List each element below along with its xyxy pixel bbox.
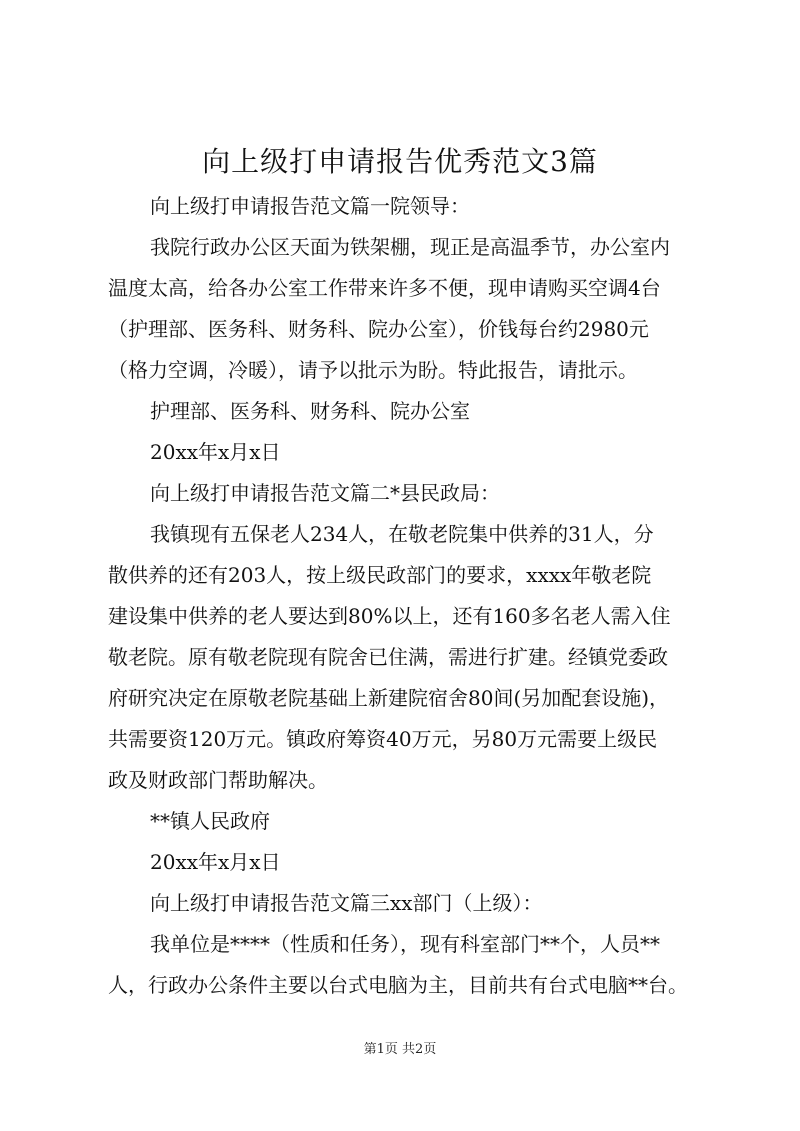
page-number-footer: 第1页 共2页 (363, 1042, 437, 1057)
paragraph-line: 我院行政办公区天面为铁架棚，现正是高温季节，办公室内 (150, 235, 670, 259)
paragraph-line: 我单位是****（性质和任务），现有科室部门**个，人员** (150, 932, 660, 956)
paragraph-line: 政及财政部门帮助解决。 (108, 768, 328, 792)
section-1-heading: 向上级打申请报告范文篇一院领导： (150, 194, 470, 218)
paragraph-line: 温度太高，给各办公室工作带来许多不便，现申请购买空调4台 (108, 276, 661, 300)
document-title: 向上级打申请报告优秀范文3篇 (202, 145, 598, 178)
paragraph-line: 人，行政办公条件主要以台式电脑为主，目前共有台式电脑**台。 (108, 973, 688, 997)
section-2-heading: 向上级打申请报告范文篇二*县民政局： (150, 481, 500, 505)
paragraph-line: 建设集中供养的老人要达到80%以上，还有160多名老人需入住 (108, 604, 671, 628)
paragraph-line: （护理部、医务科、财务科、院办公室），价钱每台约2980元 (108, 317, 649, 341)
paragraph-line: 散供养的还有203人，按上级民政部门的要求，xxxx年敬老院 (108, 563, 652, 587)
paragraph-line: 敬老院。原有敬老院现有院舍已住满，需进行扩建。经镇党委政 (108, 645, 668, 669)
paragraph-line: 共需要资120万元。镇政府筹资40万元，另80万元需要上级民 (108, 727, 658, 751)
paragraph-line: 府研究决定在原敬老院基础上新建院宿舍80间(另加配套设施)， (108, 686, 670, 710)
date-line: 20xx年x月x日 (150, 440, 281, 464)
signature-line: 护理部、医务科、财务科、院办公室 (150, 399, 470, 423)
paragraph-line: 我镇现有五保老人234人，在敬老院集中供养的31人，分 (150, 522, 654, 546)
section-3-heading: 向上级打申请报告范文篇三xx部门（上级）： (150, 891, 543, 915)
paragraph-line: （格力空调，冷暖），请予以批示为盼。特此报告，请批示。 (108, 358, 638, 382)
date-line: 20xx年x月x日 (150, 850, 281, 874)
document-body (108, 186, 708, 1006)
signature-line: **镇人民政府 (150, 809, 270, 833)
